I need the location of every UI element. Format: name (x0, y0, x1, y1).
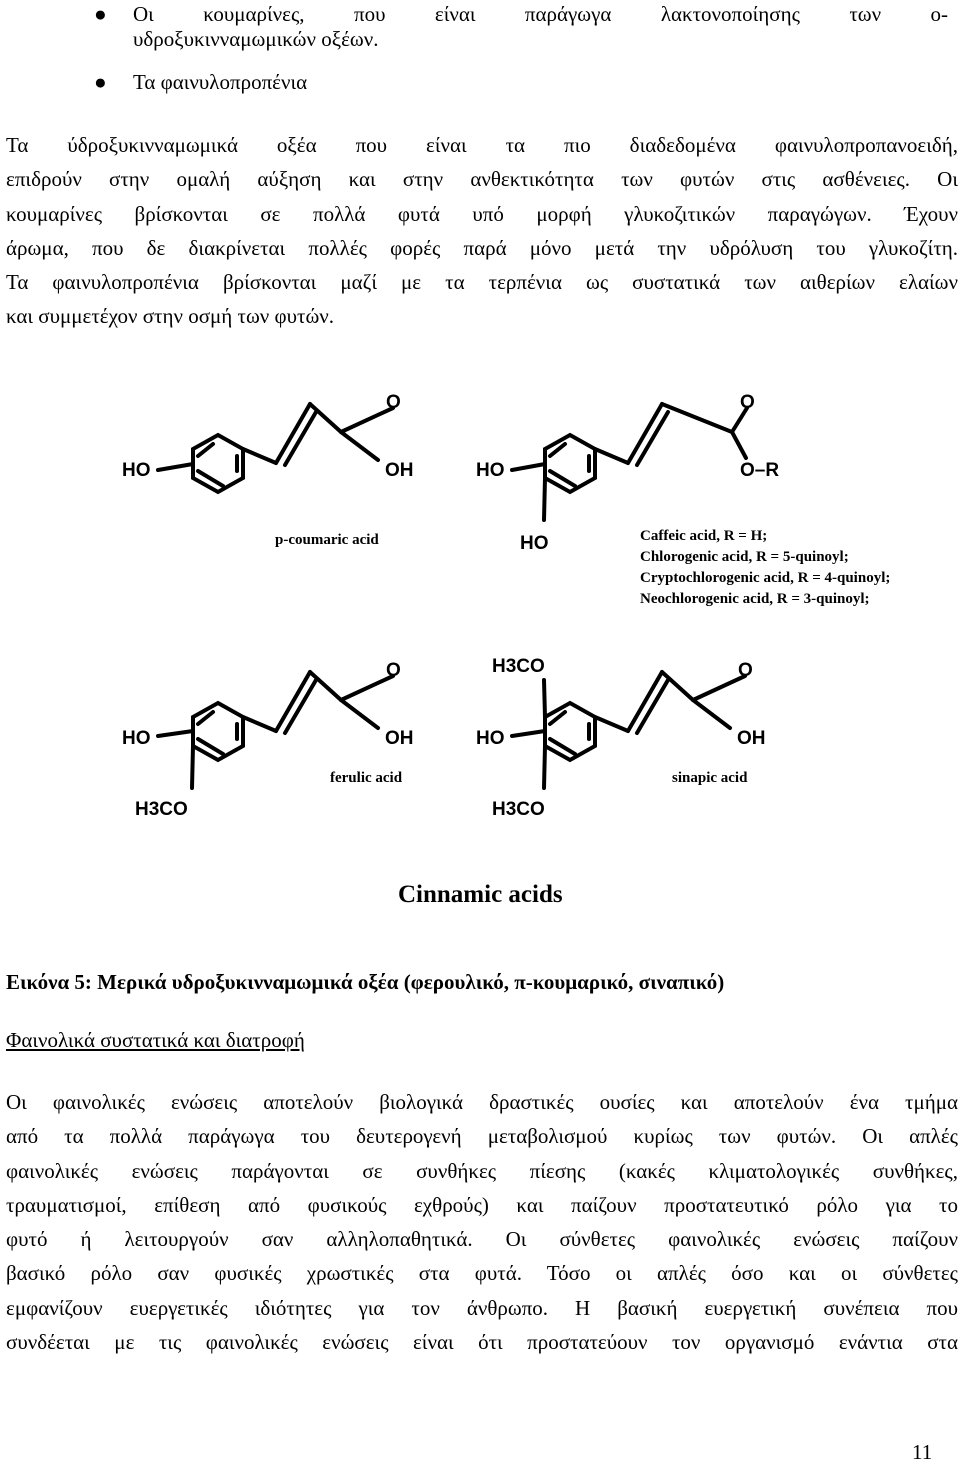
bullet-line: Τα φαινυλοπροπένια (133, 70, 308, 94)
atom-o-r: O–R (740, 460, 780, 481)
text-line: Οι φαινολικές ενώσεις αποτελούν βιολογικά δραστικές ουσίες και αποτελούν ένα τμήμα (6, 1090, 958, 1114)
text-line: συνδέεται με τις φαινολικές ενώσεις είναι ότι προστατεύουν τον οργανισμό ενάντια στα (6, 1330, 958, 1355)
bullet-icon: ● (94, 70, 107, 94)
p-coumaric-acid-structure (158, 404, 393, 492)
label-cryptochlorogenic-acid: Cryptochlorogenic acid, R = 4-quinoyl; (640, 570, 891, 586)
label-ferulic-acid: ferulic acid (330, 770, 403, 786)
section-heading-text: Φαινολικά συστατικά και διατροφή (6, 1028, 305, 1052)
label-caffeic-acid: Caffeic acid, R = H; (640, 528, 768, 544)
atom-o: O (386, 392, 401, 413)
cinnamic-acids-figure (100, 380, 960, 920)
atom-ho: HO (520, 533, 549, 554)
bullet-line: Οι κουμαρίνες, που είναι παράγωγα λακτονοποίησης των ο- (133, 2, 948, 26)
text-line: φυτό ή λειτουργούν σαν αλληλοπαθητικά. Οι σύνθετες φαινολικές ενώσεις παίζουν (6, 1227, 958, 1252)
atom-oh: OH (385, 460, 414, 481)
atom-oh: OH (737, 728, 766, 749)
figure-caption (6, 970, 958, 995)
atom-oh: OH (385, 728, 414, 749)
page-number: 11 (912, 1440, 933, 1464)
atom-o: O (740, 392, 755, 413)
atom-h3co: H3CO (492, 799, 545, 820)
text-line: τραυματισμοί, επίθεση από φυσικούς εχθρούς) και παίζουν προστατευτικό ρόλο για το (6, 1192, 958, 1217)
label-p-coumaric-acid: p-coumaric acid (275, 532, 379, 548)
label-neochlorogenic-acid: Neochlorogenic acid, R = 3-quinoyl; (640, 591, 870, 607)
caption-text: Εικόνα 5: Μερικά υδροξυκινναμωμικά οξέα (φερουλικό, π-κουμαρικό, σιναπικό) (6, 970, 725, 994)
paragraph-hydroxycinnamic (6, 128, 958, 334)
atom-ho: HO (476, 460, 505, 481)
text-line: και συμμετέχον στην οσμή των φυτών. (6, 304, 335, 329)
atom-ho: HO (122, 460, 151, 481)
text-line: φαινολικές ενώσεις παράγονται σε συνθήκες πίεσης (κακές κλιματολογικές συνθήκες, (6, 1158, 958, 1183)
figure-title: Cinnamic acids (398, 881, 563, 908)
text-line: κουμαρίνες βρίσκονται σε πολλά φυτά υπό μορφή γλυκοζιτικών παραγώγων. Έχουν (6, 201, 958, 226)
bullet-item-coumarins (0, 2, 948, 52)
text-line: άρωμα, που δε διακρίνεται πολλές φορές παρά μόνο μετά την υδρόλυση του γλυκοζίτη. (6, 235, 958, 260)
atom-ho: HO (122, 728, 151, 749)
text-line: επιδρούν στην ομαλή αύξηση και στην ανθεκτικότητα των φυτών στις ασθένειες. Οι (6, 167, 958, 192)
paragraph-phenolic-nutrition (6, 1085, 958, 1359)
atom-ho: HO (476, 728, 505, 749)
text-line: εμφανίζουν ευεργετικές ιδιότητες για τον άνθρωπο. Η βασική ευεργετική συνέπεια που (6, 1295, 958, 1320)
label-chlorogenic-acid: Chlorogenic acid, R = 5-quinoyl; (640, 549, 849, 565)
text-line: από τα πολλά παράγωγα του δευτερογενή μεταβολισμού κυρίως των φυτών. Οι απλές (6, 1124, 958, 1149)
bullet-item-phenylpropenes (0, 70, 948, 95)
caffeic-acid-structure (512, 404, 747, 520)
section-heading (6, 1028, 958, 1053)
atom-o: O (386, 660, 401, 681)
bullet-icon: ● (94, 2, 107, 26)
atom-h3co: H3CO (492, 656, 545, 677)
text-line: Τα ύδροξυκινναμωμικά οξέα που είναι τα πιο διαδεδομένα φαινυλοπροπανοειδή, (6, 133, 958, 157)
atom-o: O (738, 660, 753, 681)
text-line: βασικό ρόλο σαν φυσικές χρωστικές στα φυτά. Τόσο οι απλές όσο και οι σύνθετες (6, 1261, 958, 1286)
bullet-line: υδροξυκινναμωμικών οξέων. (133, 27, 379, 51)
label-sinapic-acid: sinapic acid (672, 770, 748, 786)
text-line: Τα φαινυλοπροπένια βρίσκονται μαζί με τα τερπένια ως συστατικά των αιθερίων ελαίων (6, 270, 958, 295)
atom-h3co: H3CO (135, 799, 188, 820)
